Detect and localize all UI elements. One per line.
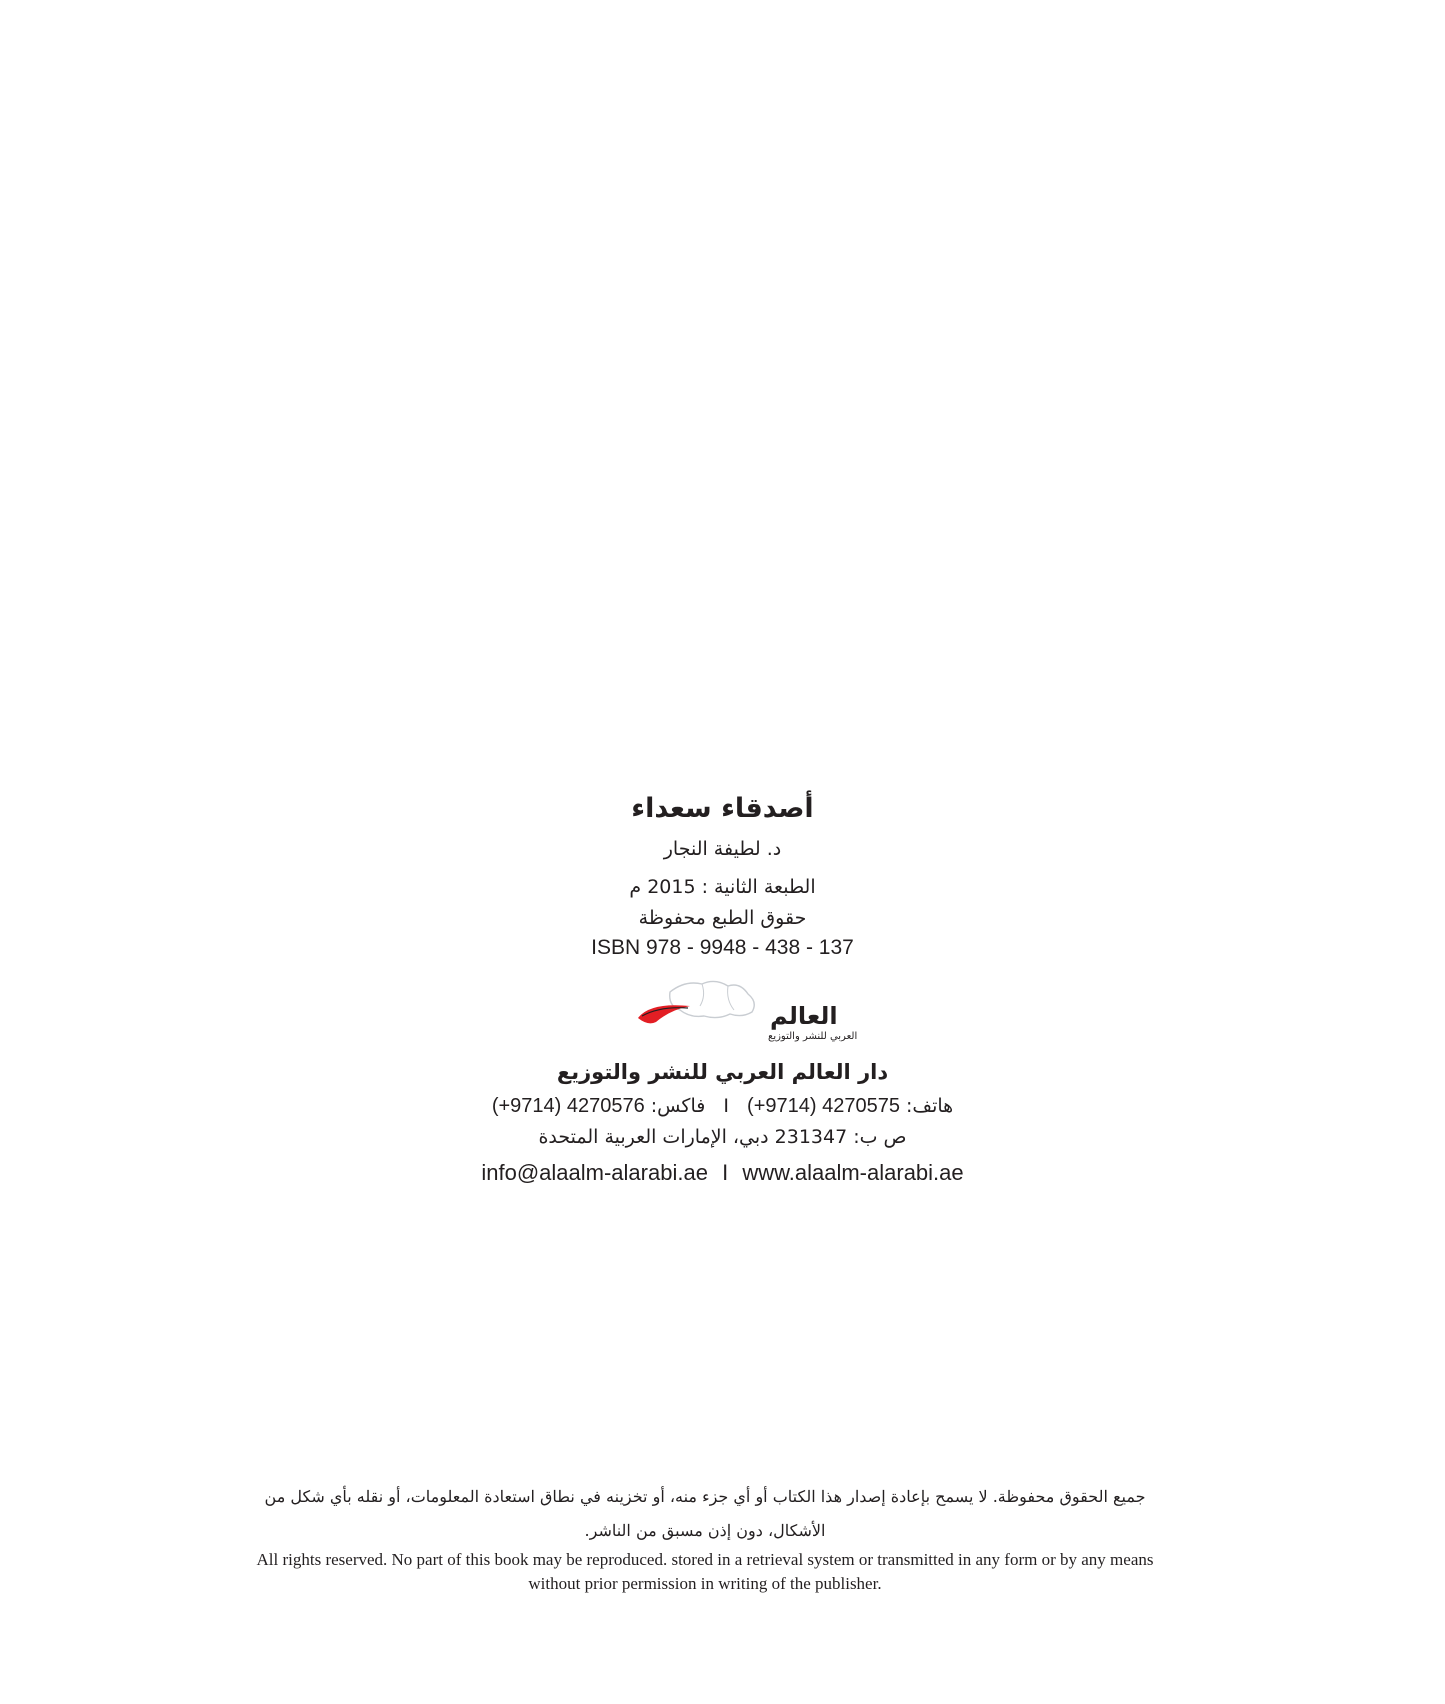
fax-number: (+9714) 4270576 xyxy=(491,1095,645,1117)
phone-separator: I xyxy=(723,1095,729,1117)
book-edition: الطبعة الثانية : 2015 م xyxy=(629,876,816,898)
contact-separator: I xyxy=(722,1160,729,1185)
book-title: أصدقاء سعداء xyxy=(631,793,814,824)
publisher-logo xyxy=(630,972,858,1042)
email-link[interactable]: info@alaalm-alarabi.ae xyxy=(481,1160,708,1185)
po-box: ص ب: 231347 دبي، الإمارات العربية المتحدة xyxy=(538,1126,907,1148)
logo-subtitle: العربي للنشر والتوزيع xyxy=(768,1031,858,1042)
book-author: د. لطيفة النجار xyxy=(663,838,782,860)
contact-line xyxy=(0,1160,1445,1186)
copyright-notice-english: All rights reserved. No part of this book may be reproduced. stored in a retrieval system or transmitted in any form or by any means without prior permission in writing of the publisher. xyxy=(256,1550,1154,1593)
logo-name: العالم xyxy=(770,1002,838,1030)
website-link[interactable]: www.alaalm-alarabi.ae xyxy=(742,1160,964,1185)
fax-label: فاكس: xyxy=(650,1095,706,1117)
publisher-name: دار العالم العربي للنشر والتوزيع xyxy=(556,1060,889,1084)
phone-label: هاتف: xyxy=(906,1095,954,1117)
phone-fax-line xyxy=(0,1095,1445,1118)
isbn: ISBN 978 - 9948 - 438 - 137 xyxy=(591,936,854,959)
phone-number: (+9714) 4270575 xyxy=(747,1095,900,1117)
copyright-notice-arabic: جميع الحقوق محفوظة. لا يسمح بإعادة إصدار هذا الكتاب أو أي جزء منه، أو تخزينه في نطاق استعادة المعلومات، أو نقله بأي شكل من الأشكال، دون إذن مسبق من الناشر. xyxy=(264,1487,1146,1540)
map-outline-icon xyxy=(670,981,755,1017)
rights-reserved-line: حقوق الطبع محفوظة xyxy=(638,907,807,929)
